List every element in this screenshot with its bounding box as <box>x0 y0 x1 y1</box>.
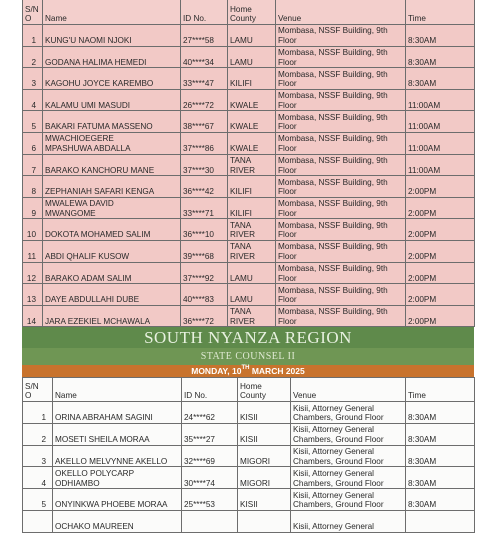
row-county: KISII <box>238 423 291 445</box>
row-county: KILIFI <box>228 68 276 90</box>
header-venue: Venue <box>291 378 406 402</box>
row-venue: Kisii, Attorney General <box>291 510 406 532</box>
row-sno: 11 <box>23 240 43 262</box>
table-row <box>23 489 475 511</box>
row-sno: 13 <box>23 284 43 306</box>
row-id: 38****67 <box>181 111 228 133</box>
row-county: MIGORI <box>238 445 291 467</box>
row-sno: 8 <box>23 176 43 198</box>
row-id: 36****42 <box>181 176 228 198</box>
header-time: Time <box>406 0 475 25</box>
row-county: KISII <box>238 489 291 511</box>
row-name: ONYINKWA PHOEBE MORAA <box>53 489 182 511</box>
row-county: TANA RIVER <box>228 240 276 262</box>
row-name: MWACHIOEGERE MPASHUWA ABDALLA <box>43 132 181 154</box>
row-venue: Mombasa, NSSF Building, 9th Floor <box>276 154 406 176</box>
row-name: ZEPHANIAH SAFARI KENGA <box>43 176 181 198</box>
row-sno: 3 <box>23 68 43 90</box>
row-id: 36****10 <box>181 219 228 241</box>
table-row <box>23 467 475 489</box>
table-row <box>23 445 475 467</box>
row-time: 8:30AM <box>406 423 475 445</box>
row-time: 11:00AM <box>406 111 475 133</box>
row-id: 40****83 <box>181 284 228 306</box>
row-time: 2:00PM <box>406 284 475 306</box>
row-sno: 2 <box>23 46 43 68</box>
row-venue: Mombasa, NSSF Building, 9th Floor <box>276 262 406 284</box>
row-sno: 2 <box>23 423 53 445</box>
row-venue: Kisii, Attorney General Chambers, Ground Floor <box>291 489 406 511</box>
table-row <box>23 46 475 68</box>
row-time: 2:00PM <box>406 240 475 262</box>
row-time: 8:30AM <box>406 68 475 90</box>
row-time: 8:30AM <box>406 402 475 424</box>
table-header-row <box>23 378 475 402</box>
table-row <box>23 197 475 219</box>
row-name: MOSETI SHEILA MORAA <box>53 423 182 445</box>
row-sno: 5 <box>23 489 53 511</box>
row-name: JARA EZEKIEL MCHAWALA <box>43 305 181 327</box>
interview-date: MONDAY, 10TH MARCH 2025 <box>22 365 474 377</box>
row-id: 37****86 <box>181 132 228 154</box>
row-sno: 14 <box>23 305 43 327</box>
row-id: 26****72 <box>181 89 228 111</box>
row-name: OCHAKO MAUREEN <box>53 510 182 532</box>
header-county: Home County <box>238 378 291 402</box>
table-row <box>23 25 475 47</box>
row-sno: 10 <box>23 219 43 241</box>
row-county: LAMU <box>228 284 276 306</box>
row-sno: 1 <box>23 25 43 47</box>
row-county: KWALE <box>228 132 276 154</box>
row-county: KILIFI <box>228 176 276 198</box>
row-time: 11:00AM <box>406 154 475 176</box>
row-time: 8:30AM <box>406 467 475 489</box>
row-venue: Mombasa, NSSF Building, 9th Floor <box>276 284 406 306</box>
row-county: LAMU <box>228 262 276 284</box>
header-time: Time <box>406 378 475 402</box>
row-sno: 6 <box>23 132 43 154</box>
row-name: DOKOTA MOHAMED SALIM <box>43 219 181 241</box>
table-row <box>23 111 475 133</box>
header-name: Name <box>43 0 181 25</box>
row-venue: Kisii, Attorney General Chambers, Ground Floor <box>291 467 406 489</box>
row-name: AKELLO MELVYNNE AKELLO <box>53 445 182 467</box>
row-name: KALAMU UMI MASUDI <box>43 89 181 111</box>
row-sno: 9 <box>23 197 43 219</box>
row-venue: Mombasa, NSSF Building, 9th Floor <box>276 68 406 90</box>
header-id: ID No. <box>182 378 238 402</box>
header-sno: S/N O <box>23 378 53 402</box>
row-time: 2:00PM <box>406 219 475 241</box>
row-id: 24****62 <box>182 402 238 424</box>
row-name: BARAKO KANCHORU MANE <box>43 154 181 176</box>
row-venue: Mombasa, NSSF Building, 9th Floor <box>276 240 406 262</box>
table-header-row <box>23 0 475 25</box>
row-name: GODANA HALIMA HEMEDI <box>43 46 181 68</box>
row-county: TANA RIVER <box>228 219 276 241</box>
row-id: 35****27 <box>182 423 238 445</box>
row-time: 2:00PM <box>406 305 475 327</box>
table-row <box>23 154 475 176</box>
row-venue: Mombasa, NSSF Building, 9th Floor <box>276 46 406 68</box>
row-time: 8:30AM <box>406 445 475 467</box>
row-name: BARAKO ADAM SALIM <box>43 262 181 284</box>
table-row <box>23 132 475 154</box>
row-time: 2:00PM <box>406 197 475 219</box>
table-row <box>23 284 475 306</box>
row-county: LAMU <box>228 46 276 68</box>
row-sno: 4 <box>23 89 43 111</box>
table-row <box>23 305 475 327</box>
south-nyanza-table <box>22 377 475 533</box>
position-subtitle: STATE COUNSEL II <box>22 348 474 365</box>
row-id: 32****69 <box>182 445 238 467</box>
header-sno: S/N O <box>23 0 43 25</box>
header-name: Name <box>53 378 182 402</box>
table-row <box>23 510 475 532</box>
row-id: 40****34 <box>181 46 228 68</box>
row-sno: 1 <box>23 402 53 424</box>
row-name: KAGOHU JOYCE KAREMBO <box>43 68 181 90</box>
row-county: KILIFI <box>228 197 276 219</box>
region-title: SOUTH NYANZA REGION <box>22 327 474 348</box>
row-id: 25****53 <box>182 489 238 511</box>
header-venue: Venue <box>276 0 406 25</box>
table-row <box>23 89 475 111</box>
row-name: ORINA ABRAHAM SAGINI <box>53 402 182 424</box>
row-venue: Mombasa, NSSF Building, 9th Floor <box>276 176 406 198</box>
table-row <box>23 240 475 262</box>
row-id: 37****30 <box>181 154 228 176</box>
row-time: 2:00PM <box>406 176 475 198</box>
row-venue: Mombasa, NSSF Building, 9th Floor <box>276 25 406 47</box>
row-venue: Mombasa, NSSF Building, 9th Floor <box>276 197 406 219</box>
row-sno: 12 <box>23 262 43 284</box>
row-venue: Mombasa, NSSF Building, 9th Floor <box>276 132 406 154</box>
row-name: ABDI QHALIF KUSOW <box>43 240 181 262</box>
header-county: Home County <box>228 0 276 25</box>
table-row <box>23 68 475 90</box>
row-sno: 3 <box>23 445 53 467</box>
row-county: KWALE <box>228 111 276 133</box>
row-id: 39****68 <box>181 240 228 262</box>
row-id: 30****74 <box>182 467 238 489</box>
table-row <box>23 423 475 445</box>
row-venue: Kisii, Attorney General Chambers, Ground Floor <box>291 423 406 445</box>
header-id: ID No. <box>181 0 228 25</box>
row-time: 8:30AM <box>406 489 475 511</box>
table-row <box>23 402 475 424</box>
row-time: 2:00PM <box>406 262 475 284</box>
row-venue: Mombasa, NSSF Building, 9th Floor <box>276 305 406 327</box>
row-venue: Mombasa, NSSF Building, 9th Floor <box>276 89 406 111</box>
row-county: TANA RIVER <box>228 305 276 327</box>
row-venue: Mombasa, NSSF Building, 9th Floor <box>276 111 406 133</box>
row-venue: Kisii, Attorney General Chambers, Ground Floor <box>291 402 406 424</box>
row-sno: 5 <box>23 111 43 133</box>
row-id <box>182 510 238 532</box>
row-sno: 7 <box>23 154 43 176</box>
row-name: OKELLO POLYCARP ODHIAMBO <box>53 467 182 489</box>
row-county: TANA RIVER <box>228 154 276 176</box>
row-sno: 4 <box>23 467 53 489</box>
row-time: 8:30AM <box>406 25 475 47</box>
row-county: MIGORI <box>238 467 291 489</box>
coast-region-table <box>22 0 475 327</box>
row-name: KUNG'U NAOMI NJOKI <box>43 25 181 47</box>
row-name: DAYE ABDULLAHI DUBE <box>43 284 181 306</box>
table-row <box>23 219 475 241</box>
row-id: 33****47 <box>181 68 228 90</box>
table-row <box>23 176 475 198</box>
row-sno <box>23 510 53 532</box>
row-time: 11:00AM <box>406 132 475 154</box>
row-county: LAMU <box>228 25 276 47</box>
row-time: 11:00AM <box>406 89 475 111</box>
row-id: 27****58 <box>181 25 228 47</box>
row-name: MWALEWA DAVID MWANGOME <box>43 197 181 219</box>
row-id: 36****72 <box>181 305 228 327</box>
row-county <box>238 510 291 532</box>
row-venue: Kisii, Attorney General Chambers, Ground Floor <box>291 445 406 467</box>
row-id: 33****71 <box>181 197 228 219</box>
row-id: 37****92 <box>181 262 228 284</box>
table-row <box>23 262 475 284</box>
row-county: KWALE <box>228 89 276 111</box>
row-venue: Mombasa, NSSF Building, 9th Floor <box>276 219 406 241</box>
row-county: KISII <box>238 402 291 424</box>
row-time: 8:30AM <box>406 46 475 68</box>
row-time <box>406 510 475 532</box>
row-name: BAKARI FATUMA MASSENO <box>43 111 181 133</box>
